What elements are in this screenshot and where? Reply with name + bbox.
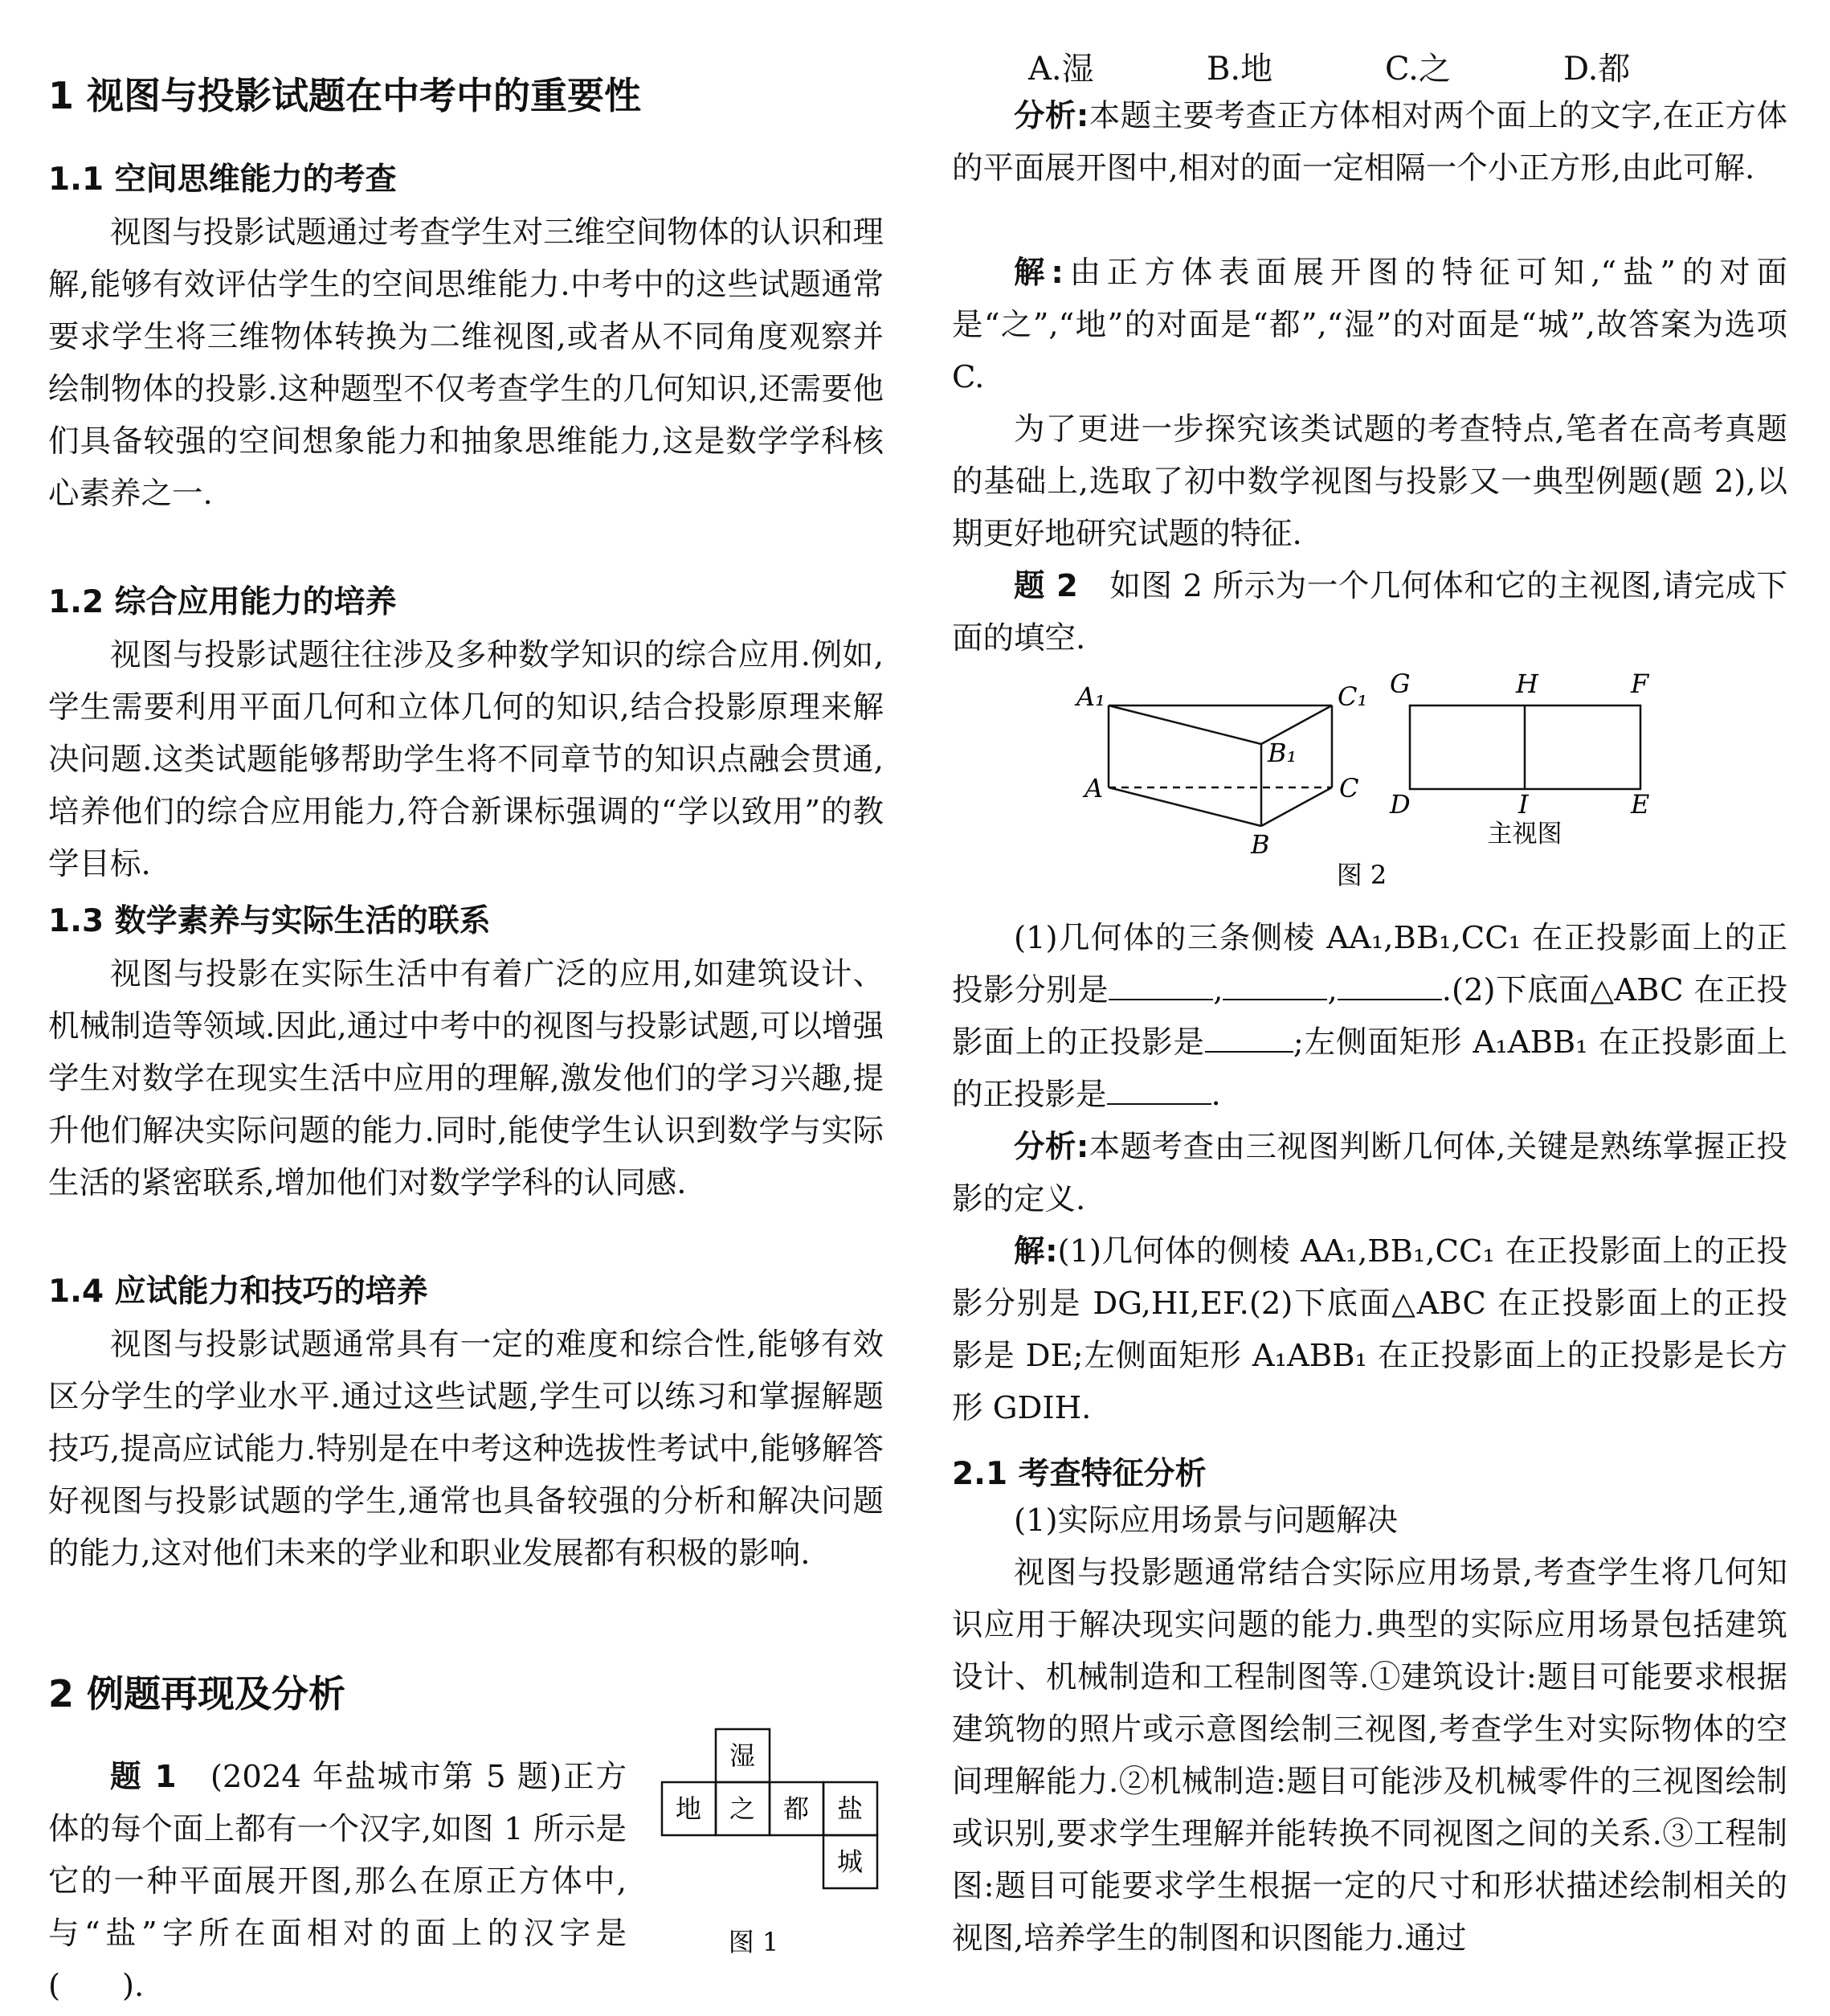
analysis-2-body: 本题考查由三视图判断几何体,关键是熟练掌握正投影的定义. xyxy=(952,1129,1787,1217)
label-d: D xyxy=(1390,789,1411,820)
option-d: D.都 xyxy=(1563,51,1631,88)
section-2-1-subheading: (1)实际应用场景与问题解决 xyxy=(1014,1503,1399,1539)
net-cell-1: 地 xyxy=(675,1793,702,1824)
question-2-part1: (1)几何体的三条侧棱 AA₁,BB₁,CC₁ 在正投影面上的正投影分别是 xyxy=(952,920,1787,1008)
solution-2-body: (1)几何体的侧棱 AA₁,BB₁,CC₁ 在正投影面上的正投影分别是 DG,HI,EF.(2)下底面△ABC 在正投影面上的正投影是 DE;左侧面矩形 A₁ABB₁ 在正投影面上的正投影是长方形 GDIH. xyxy=(952,1233,1787,1426)
comma: , xyxy=(1327,972,1338,1008)
section-1-2-heading: 1.2 综合应用能力的培养 xyxy=(48,584,397,620)
question-1-body: (2024 年盐城市第 5 题)正方体的每个面上都有一个汉字,如图 1 所示是它的一种平面展开图,那么在原正方体中,与“盐”字所在面相对的面上的汉字是( ). xyxy=(48,1759,627,2004)
label-h: H xyxy=(1516,669,1538,699)
net-cell-bottom: 城 xyxy=(836,1846,864,1877)
analysis-1-body: 本题主要考查正方体相对两个面上的文字,在正方体的平面展开图中,相对的面一定相隔一个小正方形,由此可解. xyxy=(952,98,1787,186)
solution-2 xyxy=(952,1225,1787,1434)
label-a: A xyxy=(1085,773,1104,804)
period: . xyxy=(1211,1077,1221,1113)
triangular-prism xyxy=(1109,705,1332,826)
figure-2 xyxy=(1064,659,1659,892)
net-cell-3: 都 xyxy=(782,1793,810,1824)
net-cell-2: 之 xyxy=(729,1793,756,1824)
label-a1: A₁ xyxy=(1076,681,1105,712)
solution-1-body: 由正方体表面展开图的特征可知,“盐”的对面是“之”,“地”的对面是“都”,“湿”的对面是“城”,故答案为选项 C. xyxy=(952,255,1787,395)
question-2 xyxy=(952,560,1787,665)
section-2-1-body: 视图与投影题通常结合实际应用场景,考查学生将几何知识应用于解决现实问题的能力.典型的实际应用场景包括建筑设计、机械制造和工程制图等.①建筑设计:题目可能要求根据建筑物的照片或示意图绘制三视图,考查学生对实际物体的空间理解能力.②机械制造:题目可能涉及机械零件的三视图绘制或识别,要求学生理解并能转换不同视图之间的关系.③工程制图:题目可能要求学生根据一定的尺寸和形状描述绘制相关的视图,培养学生的制图和识图能力.通过 xyxy=(952,1555,1787,1957)
intro-paragraph: 为了更进一步探究该类试题的考查特点,笔者在高考真题的基础上,选取了初中数学视图与投影又一典型例题(题 2),以期更好地研究试题的特征. xyxy=(952,411,1787,552)
front-view-label: 主视图 xyxy=(1487,820,1562,849)
solution-2-label: 解: xyxy=(1014,1233,1058,1270)
answer-blank-1[interactable] xyxy=(1109,973,1213,1000)
label-b1: B₁ xyxy=(1268,738,1297,768)
label-f: F xyxy=(1631,669,1649,699)
figure-1-caption: 图 1 xyxy=(728,1927,779,1957)
section-1-4-heading: 1.4 应试能力和技巧的培养 xyxy=(48,1274,428,1310)
section-2-1-heading: 2.1 考查特征分析 xyxy=(952,1456,1207,1492)
answer-blank-3[interactable] xyxy=(1338,973,1442,1000)
figure-1-cube-net xyxy=(659,1728,892,1969)
section-1-3-heading: 1.3 数学素养与实际生活的联系 xyxy=(48,903,491,939)
question-1-options xyxy=(1028,43,1742,89)
question-2-part3: ;左侧面矩形 A₁ABB₁ 在正投影面上的正投影是 xyxy=(952,1024,1787,1113)
solution-1 xyxy=(952,247,1787,403)
answer-blank-2[interactable] xyxy=(1223,973,1327,1000)
question-2-part2: .(2)下底面△ABC 在正投影面上的正投影是 xyxy=(952,972,1787,1061)
option-b: B.地 xyxy=(1207,51,1273,88)
option-c: C.之 xyxy=(1385,51,1451,88)
analysis-2 xyxy=(952,1121,1787,1225)
section-1-1-body: 视图与投影试题通过考查学生对三维空间物体的认识和理解,能够有效评估学生的空间思维能力.中考中的这些试题通常要求学生将三维物体转换为二维视图,或者从不同角度观察并绘制物体的投影.这种题型不仅考查学生的几何知识,还需要他们具备较强的空间想象能力和抽象思维能力,这是数学学科核心素养之一. xyxy=(48,215,884,512)
question-1-label: 题 1 xyxy=(110,1759,177,1795)
label-g: G xyxy=(1390,669,1411,699)
label-e: E xyxy=(1631,789,1650,820)
figure-2-caption: 图 2 xyxy=(1336,860,1387,890)
analysis-1 xyxy=(952,90,1787,194)
answer-blank-5[interactable] xyxy=(1107,1078,1211,1105)
question-2-label: 题 2 xyxy=(1014,568,1078,604)
front-view xyxy=(1410,705,1640,789)
question-2-body: 如图 2 所示为一个几何体和它的主视图,请完成下面的填空. xyxy=(952,568,1787,656)
section-1-4-body: 视图与投影试题通常具有一定的难度和综合性,能够有效区分学生的学业水平.通过这些试题,学生可以练习和掌握解题技巧,提高应试能力.特别是在中考这种选拔性考试中,能够解答好视图与投影试题的学生,通常也具备较强的分析和解决问题的能力,这对他们未来的学业和职业发展都有积极的影响. xyxy=(48,1327,884,1572)
answer-blank-4[interactable] xyxy=(1205,1025,1293,1053)
section-1-heading: 1 视图与投影试题在中考中的重要性 xyxy=(48,74,642,117)
comma: , xyxy=(1213,972,1223,1008)
section-1-1-heading: 1.1 空间思维能力的考查 xyxy=(48,162,397,198)
net-cell-top: 湿 xyxy=(729,1740,756,1771)
label-c1: C₁ xyxy=(1338,681,1368,712)
label-i: I xyxy=(1518,789,1529,820)
solution-1-label: 解: xyxy=(1014,255,1064,291)
section-2-heading: 2 例题再现及分析 xyxy=(48,1672,346,1715)
net-cell-4: 盐 xyxy=(836,1793,864,1824)
label-c: C xyxy=(1339,773,1359,804)
section-1-3-body: 视图与投影在实际生活中有着广泛的应用,如建筑设计、机械制造等领域.因此,通过中考中的视图与投影试题,可以增强学生对数学在现实生活中应用的理解,激发他们的学习兴趣,提升他们解决实际问题的能力.同时,能使学生认识到数学与实际生活的紧密联系,增加他们对数学学科的认同感. xyxy=(48,956,884,1201)
question-1 xyxy=(48,1751,627,2012)
label-b: B xyxy=(1251,829,1270,860)
analysis-1-label: 分析: xyxy=(1014,98,1089,134)
option-a: A.湿 xyxy=(1028,51,1094,88)
analysis-2-label: 分析: xyxy=(1014,1129,1089,1165)
question-2-items xyxy=(952,912,1787,1121)
section-1-2-body: 视图与投影试题往往涉及多种数学知识的综合应用.例如,学生需要利用平面几何和立体几何的知识,结合投影原理来解决问题.这类试题能够帮助学生将不同章节的知识点融会贯通,培养他们的综合应用能力,符合新课标强调的“学以致用”的教学目标. xyxy=(48,637,884,882)
